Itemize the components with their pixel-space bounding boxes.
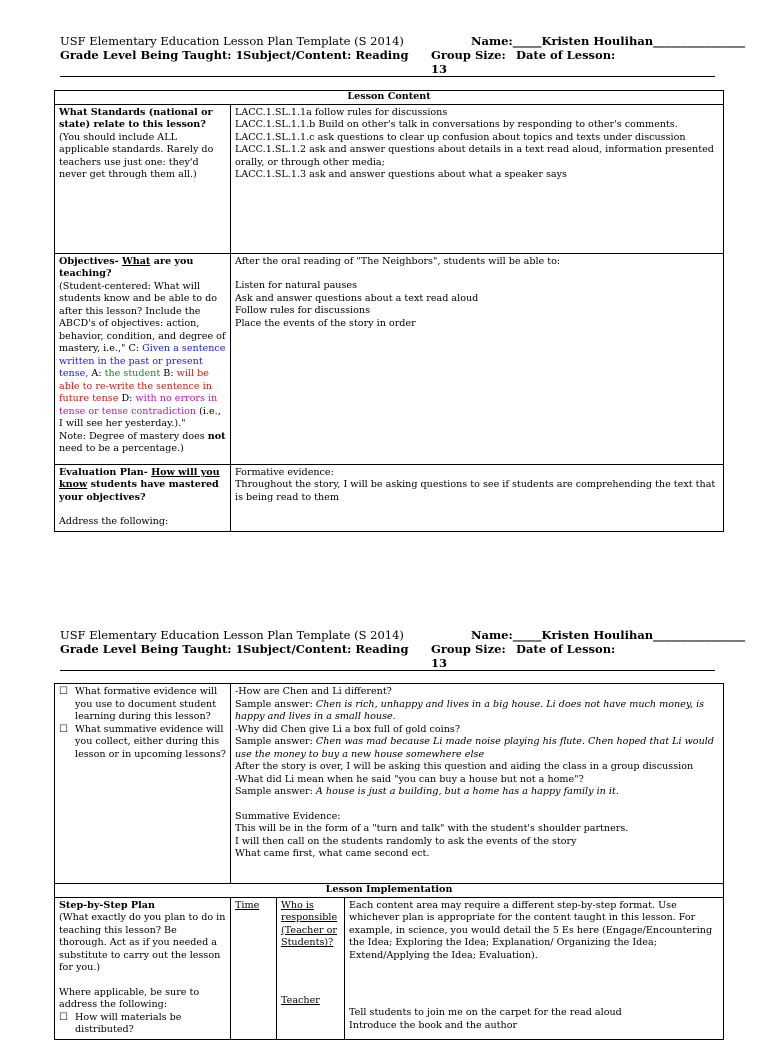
question-3: -What did Li mean when he said "you can buy a house but not a home"?	[235, 773, 584, 785]
question-1: -How are Chen and Li different?	[235, 686, 392, 697]
sample-answer-3: Sample answer: A house is just a building, but a home has a happy family in it.	[235, 786, 619, 797]
evaluation-question: Evaluation Plan- How will you know students have mastered your objectives?	[59, 466, 220, 503]
page1-header-rule	[60, 76, 715, 77]
page2-grade-level: Grade Level Being Taught: 1	[60, 642, 244, 656]
formative-title: Formative evidence:	[235, 466, 334, 478]
standards-content-cell	[231, 104, 724, 253]
objectives-note: (Student-centered: What will students know and be able to do after this lesson? Include the ABCD's of objectives: action, behavior, condition, and degree of mastery, i.e.," C: Given a sentence written in the past or present tense, A: the student B: will be able to re-write the sentence in future tense D: with no errors in tense or tense contradiction (i.e., I will see her yesterday.)."	[59, 280, 226, 429]
standard-line: LACC.1.SL.1.3 ask and answer questions about what a speaker says	[235, 169, 567, 180]
implementation-table	[54, 883, 724, 1040]
page2-name-field: Name:_____Kristen Houlihan________________	[471, 628, 746, 642]
page1-name-field: Name:_____Kristen Houlihan________________	[471, 34, 746, 48]
checklist-item: ☐ What summative evidence will you collect, either during this lesson or in upcoming lessons?	[59, 723, 226, 760]
who-responsible-label: Who is responsible (Teacher or Students)?	[281, 899, 338, 948]
evidence-content-cell	[231, 684, 724, 884]
checkbox-icon: ☐	[59, 1011, 68, 1023]
time-cell	[231, 897, 277, 1039]
summative-line: I will then call on the students randomly to ask the events of the story	[235, 835, 577, 847]
page1-grade-level: Grade Level Being Taught: 1	[60, 48, 244, 62]
objectives-question: Objectives- What are you teaching?	[59, 255, 194, 279]
page1-group-size-label: Group Size:	[431, 48, 506, 62]
evidence-table	[54, 683, 724, 884]
checkbox-icon: ☐	[59, 686, 68, 697]
page2-date-label: Date of Lesson:	[516, 642, 616, 656]
sample-answer-1: Sample answer: Chen is rich, unhappy and lives in a big house. Li does not have much money, is happy and lives in a small house.	[235, 698, 705, 722]
objectives-content-cell	[231, 253, 724, 464]
objective-item: Ask and answer questions about a text read aloud	[235, 292, 479, 304]
step-line: Introduce the book and the author	[349, 1019, 518, 1031]
standard-line: LACC.1.SL.1.1.b Build on other's talk in conversations by responding to other's comments.	[235, 119, 678, 130]
step-line: Tell students to join me on the carpet for the read aloud	[349, 1007, 622, 1018]
standards-question: What Standards (national or state) relate to this lesson?	[59, 106, 213, 130]
page2-group-size-label: Group Size:	[431, 642, 506, 656]
page2-header	[60, 628, 746, 670]
standards-note: (You should include ALL applicable standards. Rarely do teachers use just one: they'd never get through them all.)	[59, 131, 214, 180]
after-story-note: After the story is over, I will be asking this question and aiding the class in a group discussion	[235, 761, 694, 772]
checklist-item: ☐ How will materials be distributed?	[59, 1011, 182, 1035]
standard-line: LACC.1.SL.1.1.c ask questions to clear up confusion about topics and texts under discussion	[235, 131, 686, 143]
step-plan-title: Step-by-Step Plan	[59, 899, 155, 911]
lesson-content-table	[54, 90, 724, 532]
page2-header-rule	[60, 670, 715, 671]
standards-label-cell	[55, 104, 231, 253]
objectives-mastery-note: Note: Degree of mastery does not need to be a percentage.)	[59, 430, 226, 454]
evidence-label-cell	[55, 684, 231, 884]
checklist-item: ☐ What formative evidence will you use to document student learning during this lesson?	[59, 686, 218, 722]
evaluation-address: Address the following:	[59, 516, 169, 527]
objective-item: Place the events of the story in order	[235, 317, 416, 329]
page2-subject: Subject/Content: Reading	[243, 642, 409, 656]
summative-line: What came first, what came second ect.	[235, 848, 430, 859]
page1-date-label: Date of Lesson:	[516, 48, 616, 62]
summative-title: Summative Evidence:	[235, 810, 341, 822]
step-plan-cell	[55, 897, 231, 1039]
checkbox-icon: ☐	[59, 723, 68, 735]
evaluation-content-cell	[231, 464, 724, 531]
page1-template-title: USF Elementary Education Lesson Plan Template (S 2014)	[60, 34, 404, 48]
standard-line: LACC.1.SL.1.1a follow rules for discussions	[235, 106, 448, 118]
lesson-content-title: Lesson Content	[55, 91, 724, 105]
objectives-intro: After the oral reading of "The Neighbors", students will be able to:	[235, 255, 561, 267]
step-plan-where: Where applicable, be sure to address the following:	[59, 986, 200, 1010]
page1-header	[60, 34, 746, 76]
page2-template-title: USF Elementary Education Lesson Plan Template (S 2014)	[60, 628, 404, 642]
question-2: -Why did Chen give Li a box full of gold coins?	[235, 723, 460, 735]
page1-group-size-value: 13	[431, 62, 448, 76]
sample-answer-2: Sample answer: Chen was mad because Li made noise playing his flute. Chen hoped that Li would use the money to buy a new house somewhere else	[235, 736, 714, 760]
standard-line: LACC.1.SL.1.2 ask and answer questions about details in a text read aloud, information presented orally, or through other media;	[235, 144, 714, 168]
responsible-cell	[277, 897, 345, 1039]
step-plan-desc: (What exactly do you plan to do in teaching this lesson? Be thorough. Act as if you needed a substitute to carry out the lesson for you.)	[59, 912, 226, 973]
formative-text: Throughout the story, I will be asking questions to see if students are comprehending the text that is being read to them	[235, 479, 716, 503]
summative-line: This will be in the form of a "turn and talk" with the student's shoulder partners.	[235, 823, 629, 834]
evaluation-label-cell	[55, 464, 231, 531]
page2-group-size-value: 13	[431, 656, 448, 670]
implementation-desc: Each content area may require a different step-by-step format. Use whichever plan is appropriate for the content taught in this lesson. For example, in science, you would detail the 5 Es here (Engage/Encountering the Idea; Exploring the Idea; Explanation/ Organizing the Idea; Extend/Applying the Idea; Evaluation).	[349, 899, 713, 961]
objective-item: Listen for natural pauses	[235, 280, 358, 291]
implementation-title: Lesson Implementation	[55, 884, 724, 898]
teacher-label: Teacher	[281, 994, 320, 1006]
time-label: Time	[235, 899, 260, 911]
page1-subject: Subject/Content: Reading	[243, 48, 409, 62]
implementation-content-cell	[345, 897, 724, 1039]
objectives-label-cell	[55, 253, 231, 464]
objective-item: Follow rules for discussions	[235, 305, 371, 316]
